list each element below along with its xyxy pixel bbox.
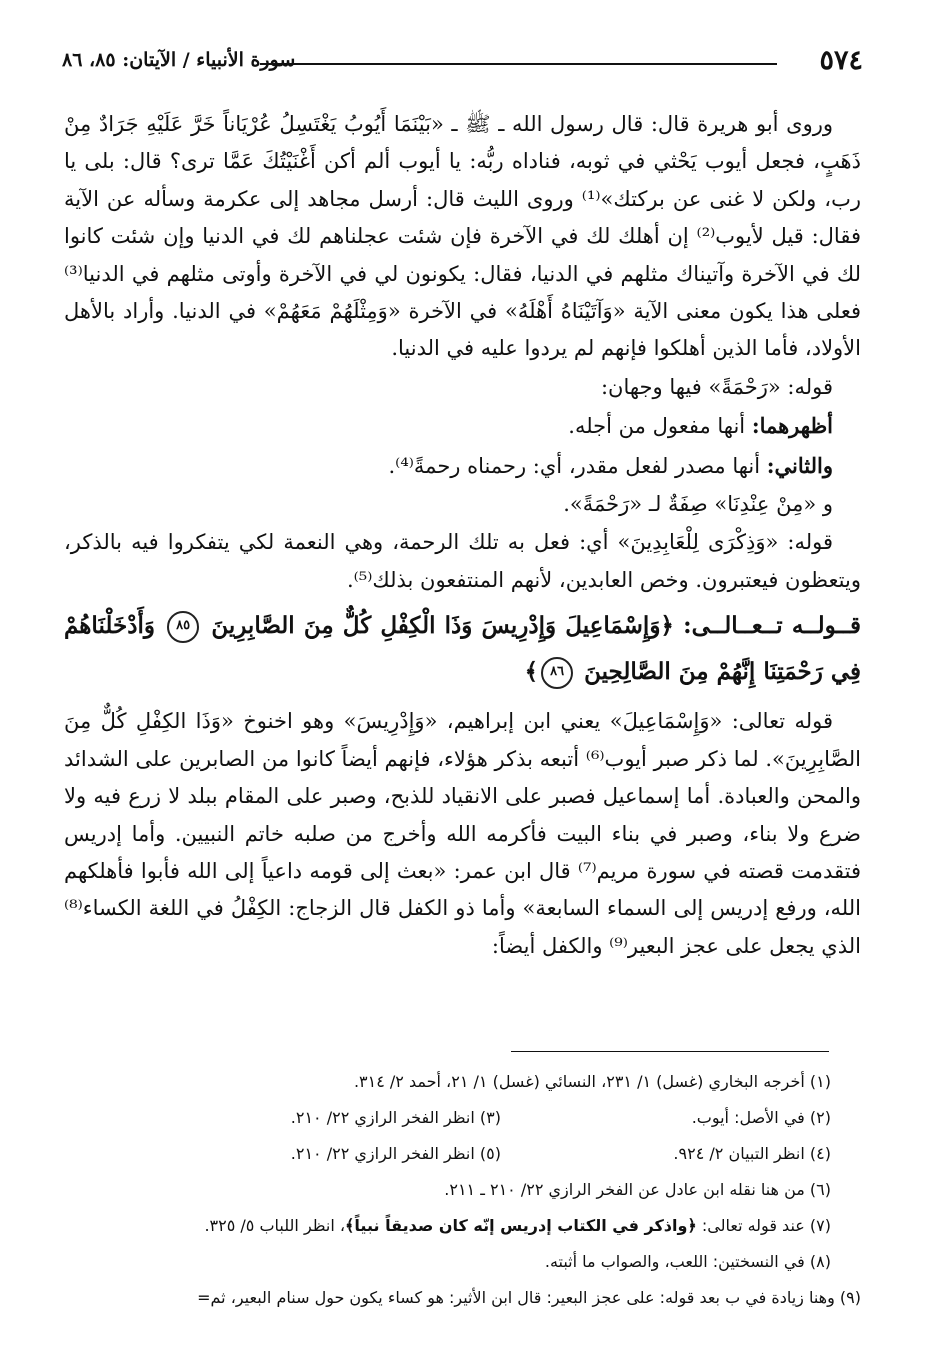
paragraph-abidin: قوله: «وَذِكْرَى لِلْعَابِدِينَ» أي: فعل به تلك الرحمة، وهي النعمة لكي يتفكروا فيه بالذكر، ويتعظون فيعتبرون. وخص العابدين، لأنهم المنتفعون بذلك⁽⁵⁾.: [64, 530, 861, 592]
footnote-7: [60, 1208, 831, 1244]
footnote-row-2-3: [60, 1100, 831, 1136]
footnote-1: (١) أخرجه البخاري (غسل) ١/ ٢٣١، النسائي (غسل) ١/ ٢١، أحمد ٢/ ٣١٤.: [353, 1072, 831, 1091]
page-header: [62, 34, 863, 74]
header-rule: [260, 63, 777, 65]
footnote-9: (٩) وهنا زيادة في ب بعد قوله: على عجز البعير: قال ابن الأثير: هو كساء يكون حول سنام البعير، ثم=: [197, 1288, 861, 1307]
paragraph-second-aspect: [64, 447, 861, 485]
footnote-7-suffix: ، انظر اللباب ٥/ ٣٢٥.: [204, 1216, 346, 1235]
verse-text-85: ﴿وَإِسْمَاعِيلَ وَإِدْرِيسَ وَذَا الْكِفْلِ كُلٌّ مِنَ الصَّابِرِينَ: [211, 612, 674, 640]
footnote-7-prefix: (٧) عند قوله تعالى:: [696, 1216, 831, 1235]
footnotes: [60, 1064, 861, 1316]
paragraph-rahma: قوله: «رَحْمَةً» فيها وجهان:: [600, 374, 833, 399]
footnote-row-4-5: [60, 1136, 831, 1172]
main-text: [64, 106, 861, 965]
footnote-6: (٦) من هنا نقله ابن عادل عن الفخر الرازي ٢٢/ ٢١٠ ـ ٢١١.: [444, 1180, 831, 1199]
verse-number-85-marker: ٨٥: [167, 611, 199, 643]
footnote-rule: [511, 1051, 829, 1052]
paragraph-first-aspect: [64, 407, 861, 445]
first-aspect-text: أنها مفعول من أجله.: [568, 414, 752, 439]
paragraph-hadith: وروى أبو هريرة قال: قال رسول الله ـ ﷺ ـ «بَيْنَمَا أَيُوبُ يَغْتَسِلُ عُرْيَاناً خَرَّ عَلَيْهِ جَرَادٌ مِنْ ذَهَبٍ، فجعل أيوب يَحْثي في ثوبه، فناداه ربُّه: يا أيوب ألم أكن أَغْنَيْتُكَ عَمَّا ترى؟ قال: بلى يا رب، ولكن لا غنى عن بركتك»⁽¹⁾ وروى الليث قال: أرسل مجاهد إلى عكرمة وسأله عن الآية فقال: قيل لأيوب⁽²⁾ إن أهلك لك في الآخرة فإن شئت عجلناهم لك في الدنيا وإن شئت كانوا لك في الآخرة وآتيناك مثلهم في الدنيا، فقال: يكونون لي في الآخرة وأوتى مثلهم في الدنيا⁽³⁾ فعلى هذا يكون معنى الآية «وَآتَيْنَاهُ أَهْلَهُ» في الآخرة «وَمِثْلَهُمْ مَعَهُمْ» في الدنيا. وأراد بالأهل الأولاد، فأما الذين أهلكوا فإنهم لم يردوا عليه في الدنيا.: [64, 112, 861, 361]
quran-verse: [64, 603, 861, 695]
first-aspect-label: أظهرهما:: [751, 413, 833, 439]
second-aspect-text: أنها مصدر لفعل مقدر، أي: رحمناه رحمةً⁽⁴⁾.: [388, 453, 767, 478]
verse-text-86: وَأَدْخَلْنَاهُمْ فِي رَحْمَتِنَا إِنَّهُمْ مِنَ الصَّالِحِينَ: [64, 612, 861, 686]
footnote-8: (٨) في النسختين: اللعب، والصواب ما أثبته.: [544, 1252, 831, 1271]
verse-number-86-marker: ٨٦: [541, 657, 573, 689]
page-number: ٥٧٤: [819, 45, 863, 76]
verse-lead: قــولــه تــعــالــى:: [673, 612, 862, 640]
footnote-3: (٣) انظر الفخر الرازي ٢٢/ ٢١٠.: [290, 1108, 501, 1127]
footnote-4: (٤) انظر التبيان ٢/ ٩٢٤.: [673, 1144, 831, 1163]
second-aspect-label: والثاني:: [766, 452, 833, 478]
footnote-7-verse: ﴿واذكر في الكتاب إدريس إنّه كان صديقاً نبياً﴾: [345, 1216, 697, 1235]
paragraph-commentary: قوله تعالى: «وَإِسْمَاعِيلَ» يعني ابن إبراهيم، «وَإِدْرِيسَ» وهو اخنوخ «وَذَا الكِفْلِ كُلٌّ مِنَ الصَّابِرِينَ». لما ذكر صبر أيوب⁽⁶⁾ أتبعه بذكر هؤلاء، فإنهم أيضاً كانوا من الصابرين على الشدائد والمحن والعبادة. أما إسماعيل فصبر على الانقياد للذبح، وصبر على المقام ببلد لا زرع فيه ولا ضرع ولا بناء، وصبر في بناء البيت فأكرمه الله وأخرج من صلبه خاتم النبيين. وأما إدريس فتقدمت قصته في سورة مريم⁽⁷⁾ قال ابن عمر: «بعث إلى قومه داعياً إلى الله فأبوا فأهلكهم الله، ورفع إدريس إلى السماء السابعة» وأما ذو الكفل قال الزجاج: الكِفْلُ في اللغة الكساء⁽⁸⁾ الذي يجعل على عجز البعير⁽⁹⁾ والكفل أيضاً:: [64, 709, 861, 958]
footnote-2: (٢) في الأصل: أيوب.: [691, 1108, 831, 1127]
running-title: سورة الأنبياء / الآيتان: ٨٥، ٨٦: [62, 49, 296, 71]
footnote-5: (٥) انظر الفخر الرازي ٢٢/ ٢١٠.: [290, 1144, 501, 1163]
paragraph-min-indina: و «مِنْ عِنْدِنَا» صِفَةٌ لـ «رَحْمَةً».: [563, 492, 833, 517]
verse-close-bracket: ﴾: [524, 658, 539, 686]
